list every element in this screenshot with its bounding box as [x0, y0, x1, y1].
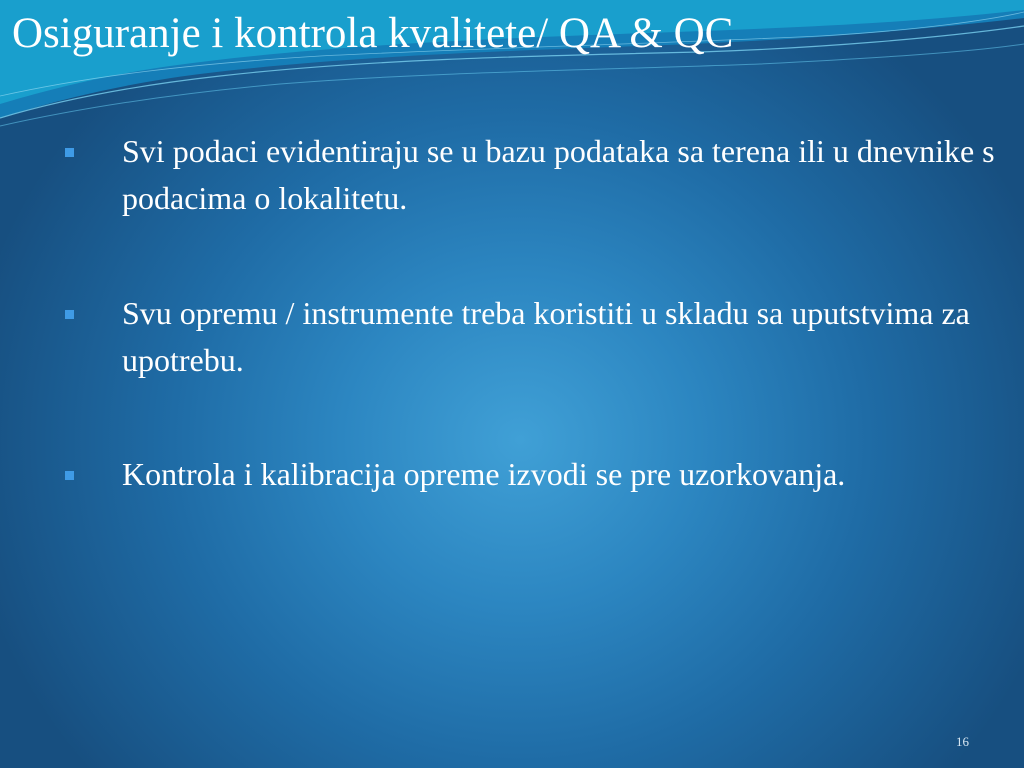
page-number: 16: [956, 734, 969, 749]
bullet-text: Svi podaci evidentiraju se u bazu podataka sa terena ili u dnevnike s podacima o lokalitetu.: [122, 133, 995, 216]
square-bullet-icon: [65, 310, 74, 319]
square-bullet-icon: [65, 148, 74, 157]
square-bullet-icon: [65, 471, 74, 480]
slide-title: Osiguranje i kontrola kvalitete/ QA & QC: [12, 10, 734, 57]
bullet-text: Kontrola i kalibracija opreme izvodi se pre uzorkovanja.: [122, 456, 846, 492]
bullet-text: Svu opremu / instrumente treba koristiti u skladu sa uputstvima za upotrebu.: [122, 295, 970, 378]
